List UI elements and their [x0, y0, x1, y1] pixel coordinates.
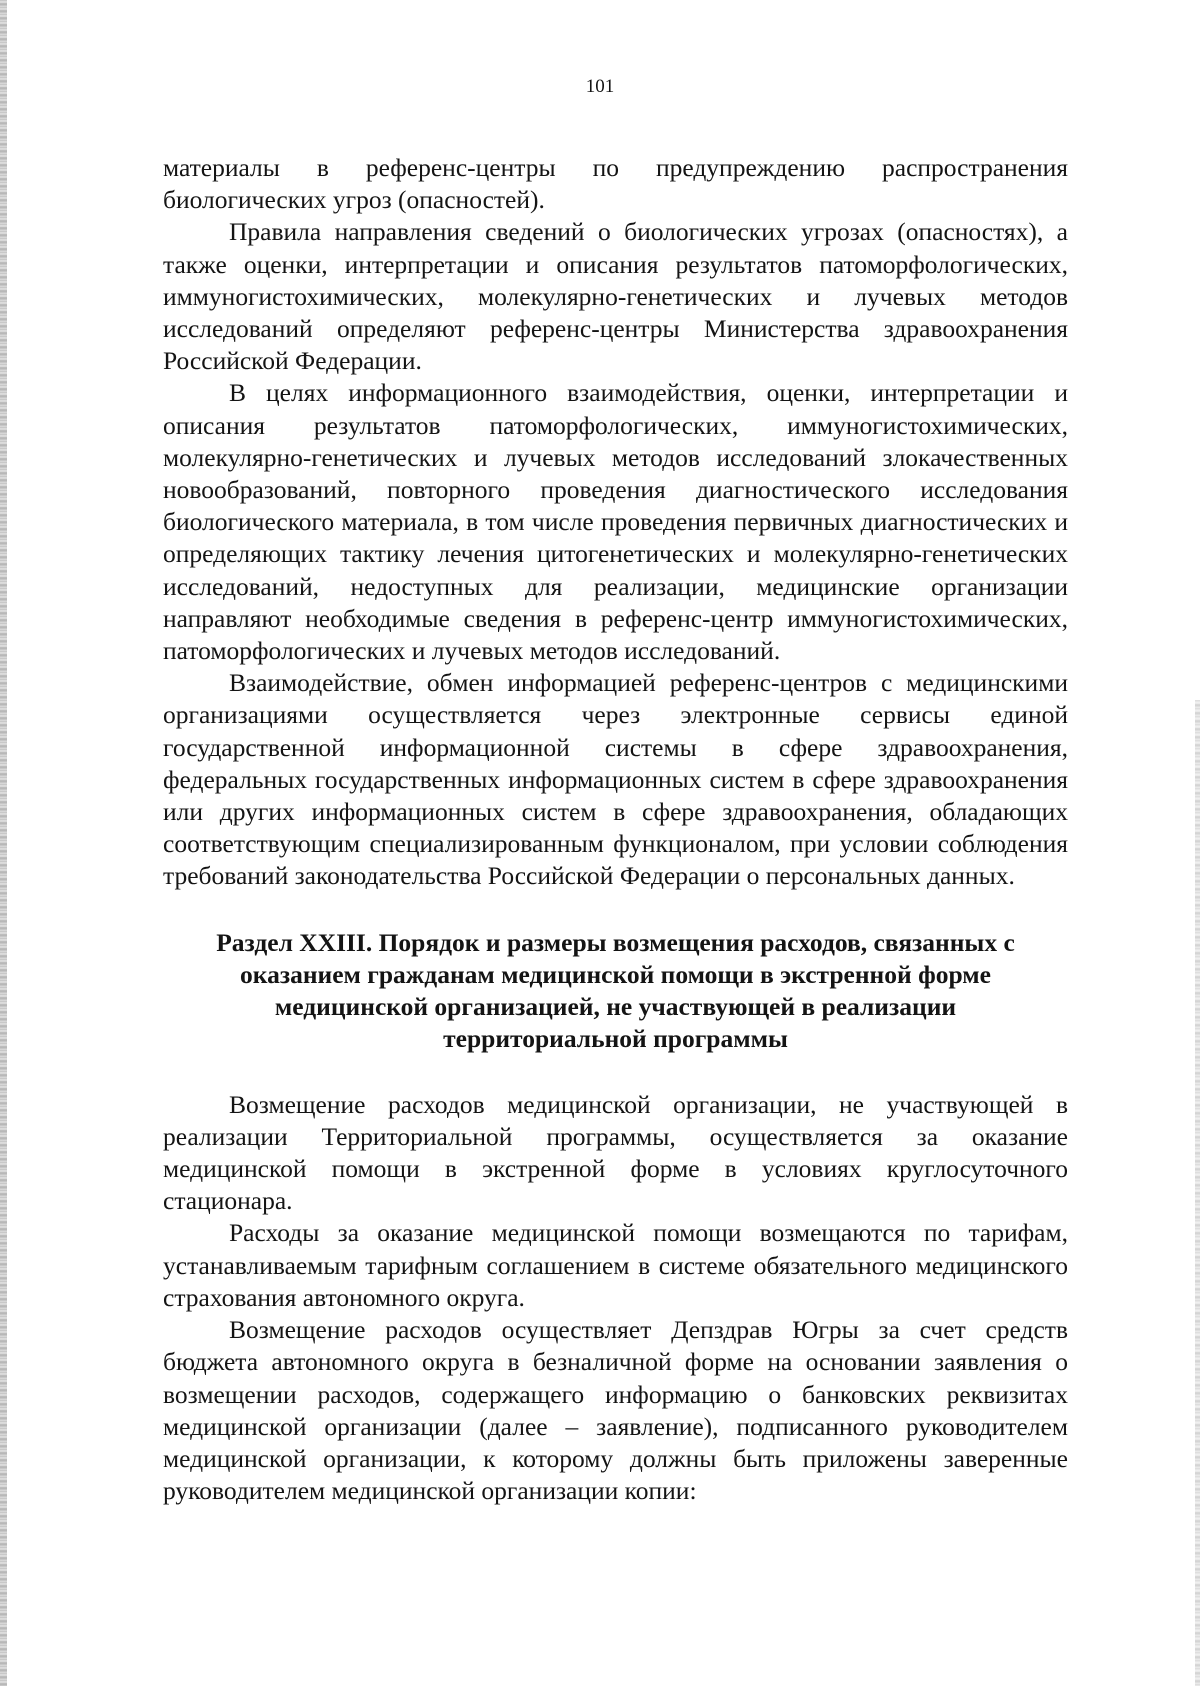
page-number: 101 — [585, 76, 615, 97]
paragraph-reference-rules: Правила направления сведений о биологических угрозах (опасностях), а также оценки, интерпретации и описания результатов патоморфологических, иммуногистохимических, молекулярно-генетических и лучевых методов исследований определяют референс-центры Министерства здравоохранения Российской Федерации. — [163, 217, 1068, 376]
paragraph-tariffs: Расходы за оказание медицинской помощи возмещаются по тарифам, устанавливаемым тарифным соглашением в системе обязательного медицинского страхования автономного округа. — [163, 1218, 1068, 1312]
scan-edge-right — [1195, 700, 1200, 1686]
scan-edge-left — [0, 0, 7, 1686]
paragraph-information-exchange: В целях информационного взаимодействия, оценки, интерпретации и описания результатов патоморфологических, иммуногистохимических, молекулярно-генетических и лучевых методов исследований злокачественных новообразований, повторного проведения диагностического исследования биологического материала, в том числе проведения первичных диагностических и определяющих тактику лечения цитогенетических и молекулярно-генетических исследований, недоступных для реализации, медицинские организации направляют необходимые сведения в референс-центр иммуногистохимических, патоморфологических и лучевых методов исследований. — [163, 378, 1068, 666]
paragraph-continuation: материалы в референс-центры по предупреждению распространения биологических угроз (опасностей). — [163, 153, 1068, 215]
paragraph-reimbursement-procedure: Возмещение расходов осуществляет Депздрав Югры за счет средств бюджета автономного округа в безналичной форме на основании заявления о возмещении расходов, содержащего информацию о банковских реквизитах медицинской организации (далее – заявление), подписанного руководителем медицинской организации, к которому должны быть приложены заверенные руководителем медицинской организации копии: — [163, 1315, 1068, 1506]
document-body — [163, 152, 1068, 1507]
paragraph-interaction: Взаимодействие, обмен информацией референс-центров с медицинскими организациями осуществляется через электронные сервисы единой государственной информационной системы в сфере здравоохранения, федеральных государственных информационных систем в сфере здравоохранения или других информационных систем в сфере здравоохранения, обладающих соответствующим специализированным функционалом, при условии соблюдения требований законодательства Российской Федерации о персональных данных. — [163, 668, 1068, 891]
paragraph-reimbursement: Возмещение расходов медицинской организации, не участвующей в реализации Территориальной программы, осуществляется за оказание медицинской помощи в экстренной форме в условиях круглосуточного стационара. — [163, 1089, 1068, 1216]
section-heading: Раздел XXIII. Порядок и размеры возмещения расходов, связанных с оказанием гражданам медицинской помощи в экстренной форме медицинской организацией, не участвующей в реализации территориальной программы — [216, 927, 1015, 1053]
